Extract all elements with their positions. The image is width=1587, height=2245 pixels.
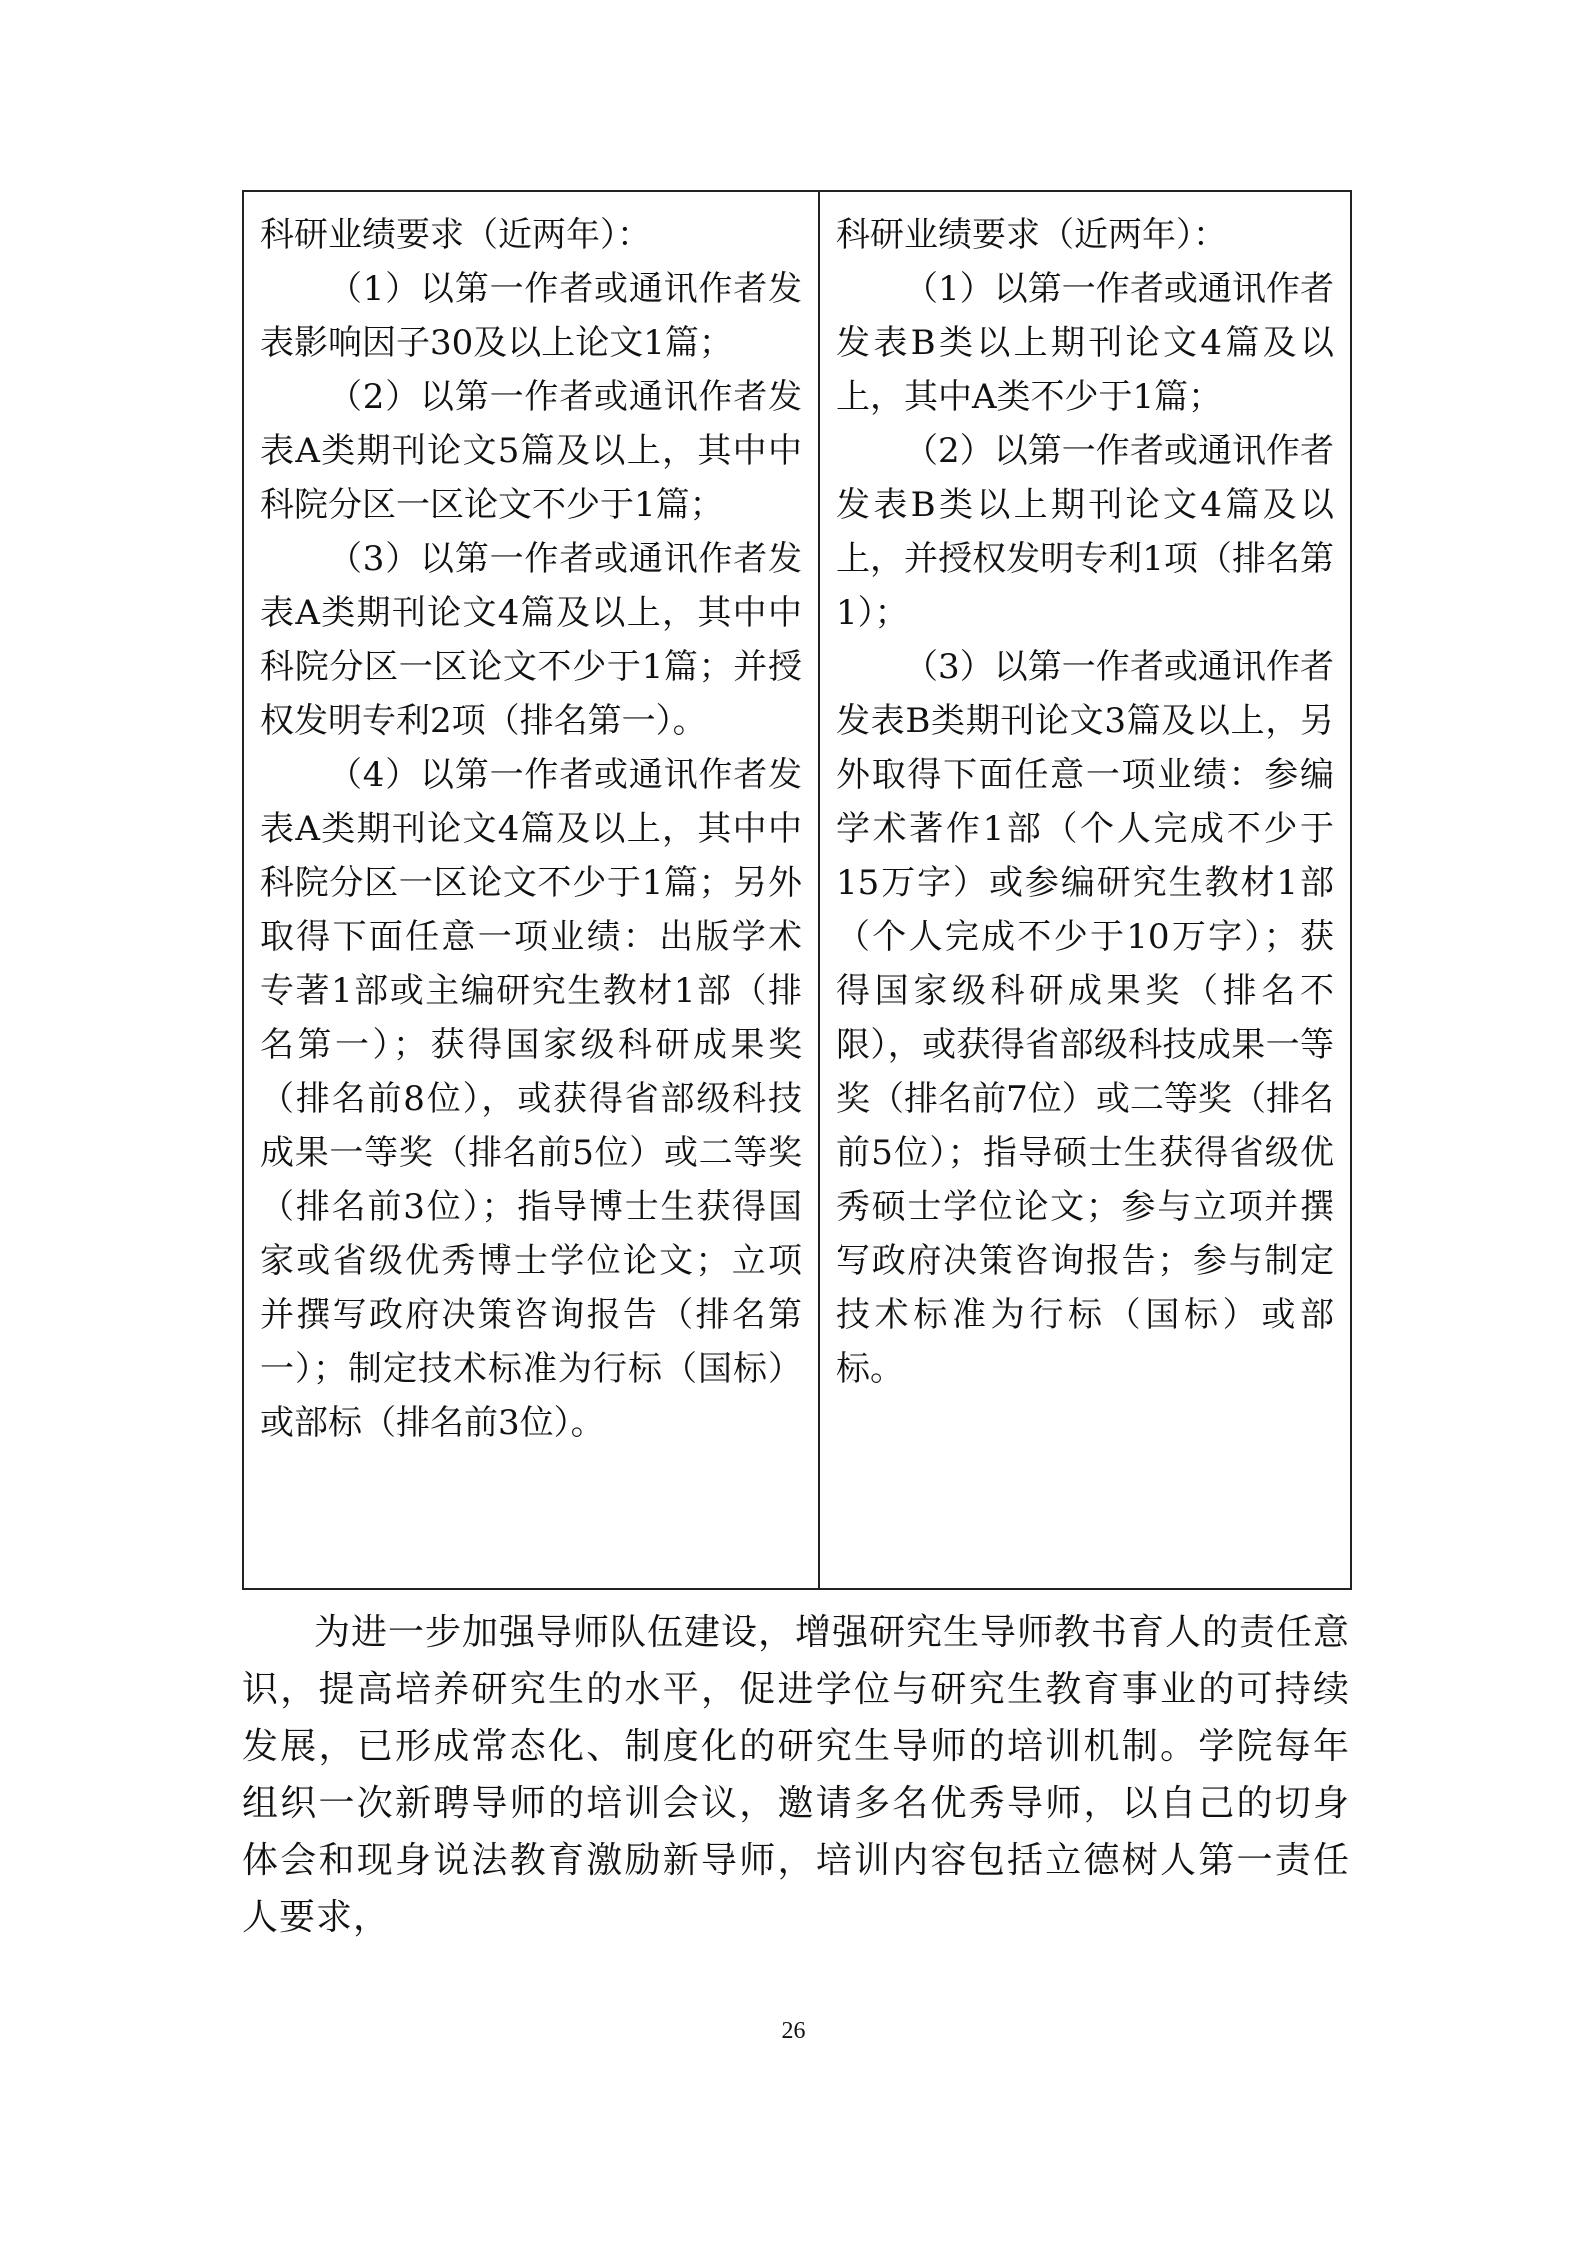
left-item-1: （1）以第一作者或通讯作者发表影响因子30及以上论文1篇；	[260, 269, 802, 363]
left-cell	[243, 191, 819, 1589]
right-item-1: （1）以第一作者或通讯作者发表B类以上期刊论文4篇及以上，其中A类不少于1篇；	[836, 269, 1334, 417]
right-item-3: （3）以第一作者或通讯作者发表B类期刊论文3篇及以上，另外取得下面任意一项业绩：参编学术著作1部（个人完成不少于15万字）或参编研究生教材1部（个人完成不少于10万字）；获得国家级科研成果奖（排名不限），或获得省部级科技成果一等奖（排名前7位）或二等奖（排名前5位）；指导硕士生获得省级优秀硕士学位论文；参与立项并撰写政府决策咨询报告；参与制定技术标准为行标（国标）或部标。	[836, 647, 1334, 1389]
requirements-table	[242, 190, 1352, 1590]
table-row	[243, 191, 1351, 1589]
left-item-4: （4）以第一作者或通讯作者发表A类期刊论文4篇及以上，其中中科院分区一区论文不少于1篇；另外取得下面任意一项业绩：出版学术专著1部或主编研究生教材1部（排名第一）；获得国家级科研成果奖（排名前8位），或获得省部级科技成果一等奖（排名前5位）或二等奖（排名前3位）；指导博士生获得国家或省级优秀博士学位论文；立项并撰写政府决策咨询报告（排名第一）；制定技术标准为行标（国标）或部标（排名前3位）。	[260, 755, 802, 1443]
right-cell	[819, 191, 1351, 1589]
left-heading: 科研业绩要求（近两年）：	[260, 215, 651, 255]
left-item-2: （2）以第一作者或通讯作者发表A类期刊论文5篇及以上，其中中科院分区一区论文不少于1篇；	[260, 377, 802, 525]
page-number: 26	[781, 2018, 806, 2044]
left-item-3: （3）以第一作者或通讯作者发表A类期刊论文4篇及以上，其中中科院分区一区论文不少于1篇；并授权发明专利2项（排名第一）。	[260, 539, 802, 741]
right-item-2: （2）以第一作者或通讯作者发表B类以上期刊论文4篇及以上，并授权发明专利1项（排名第1）；	[836, 431, 1334, 633]
body-paragraph: 为进一步加强导师队伍建设，增强研究生导师教书育人的责任意识，提高培养研究生的水平，促进学位与研究生教育事业的可持续发展，已形成常态化、制度化的研究生导师的培训机制。学院每年组织一次新聘导师的培训会议，邀请多名优秀导师，以自己的切身体会和现身说法教育激励新导师，培训内容包括立德树人第一责任人要求，	[242, 1612, 1351, 1938]
right-heading: 科研业绩要求（近两年）：	[836, 215, 1227, 255]
